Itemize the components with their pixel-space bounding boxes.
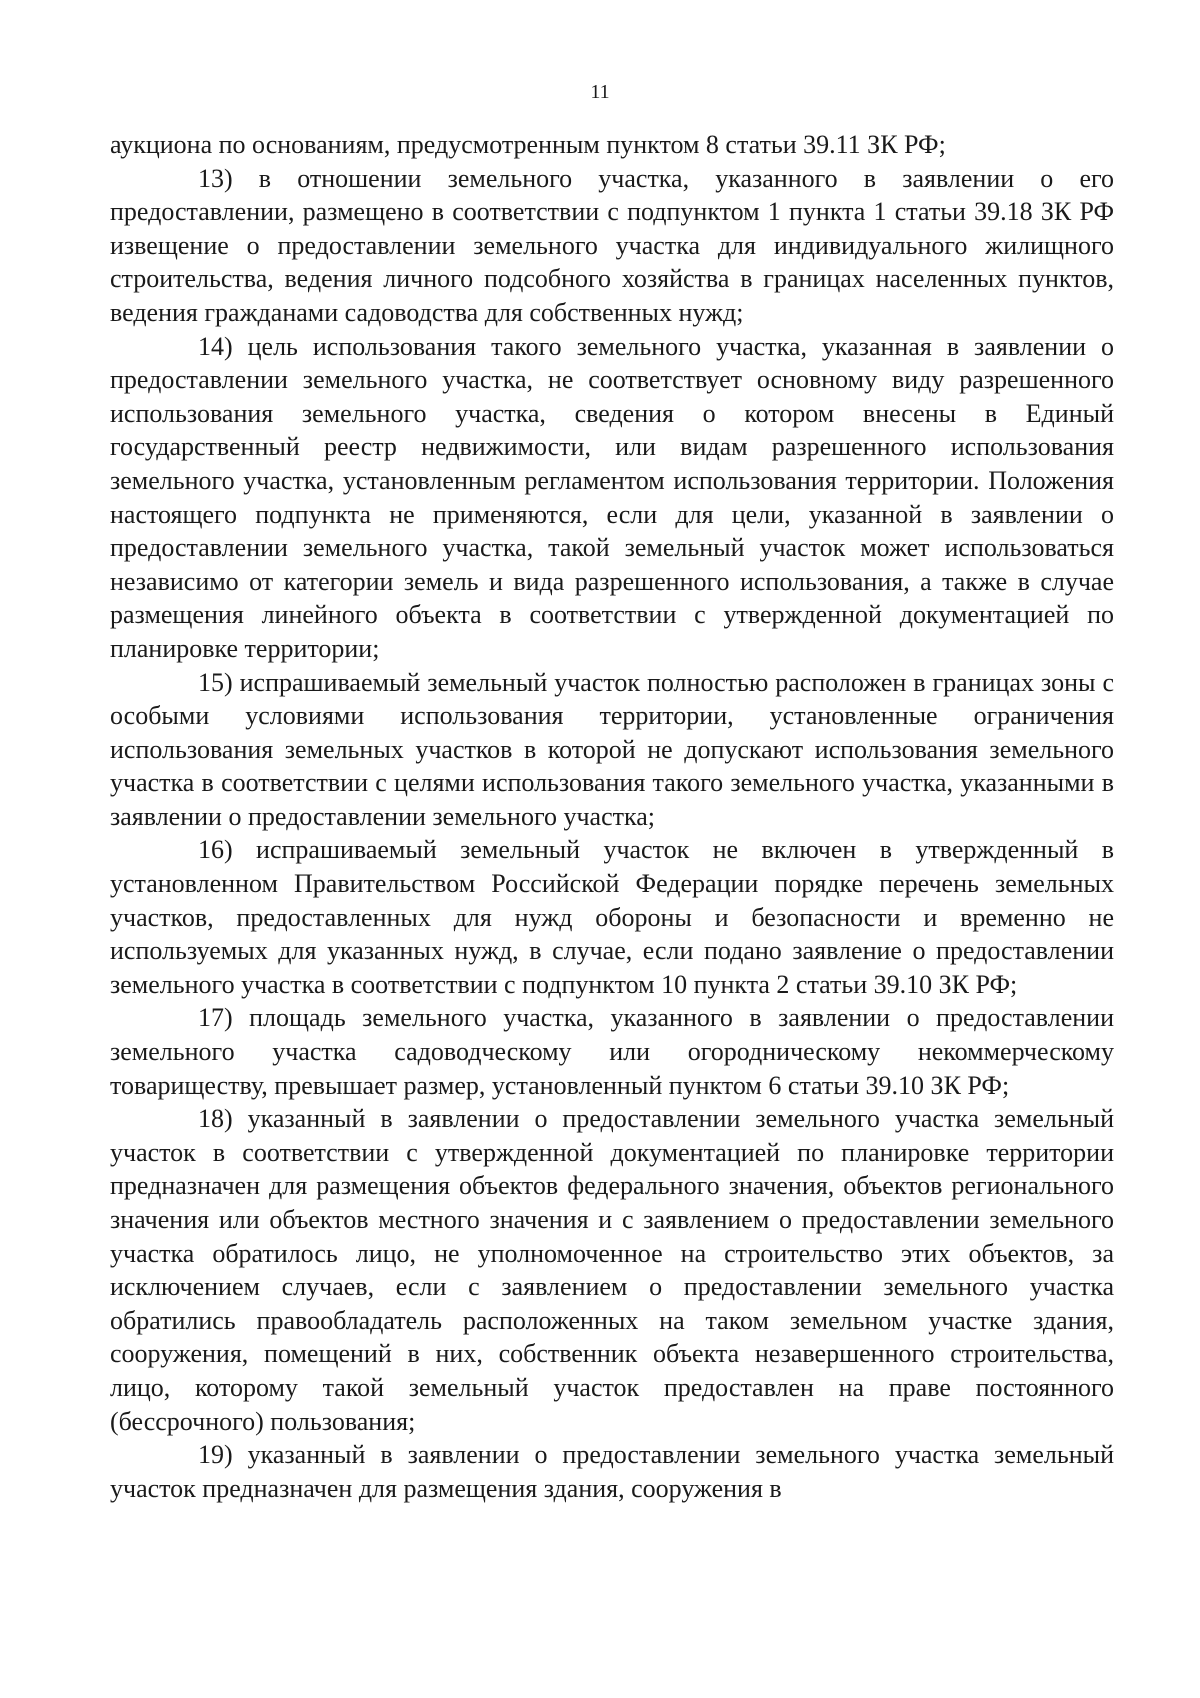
paragraph-item-15: 15) испрашиваемый земельный участок полностью расположен в границах зоны с особыми условиями использования территории, установленные ограничения использования земельных участков в которой не допускают использования земельного участка в соответствии с целями использования такого земельного участка, указанными в заявлении о предоставлении земельного участка; — [110, 667, 1114, 831]
paragraph-continuation: аукциона по основаниям, предусмотренным пунктом 8 статьи 39.11 ЗК РФ; — [110, 130, 946, 159]
paragraph-item-14: 14) цель использования такого земельного участка, указанная в заявлении о предоставлении земельного участка, не соответствует основному виду разрешенного использования земельного участка, сведения о котором внесены в Единый государственный реестр недвижимости, или видам разрешенного использования земельного участка, установленным регламентом использования территории. Положения настоящего подпункта не применяются, если для цели, указанной в заявлении о предоставлении земельного участка, такой земельный участок может использоваться независимо от категории земель и вида разрешенного использования, а также в случае размещения линейного объекта в соответствии с утвержденной документацией по планировке территории; — [110, 331, 1114, 663]
page-number: 11 — [590, 81, 610, 103]
paragraph-item-13: 13) в отношении земельного участка, указанного в заявлении о его предоставлении, размещено в соответствии с подпунктом 1 пункта 1 статьи 39.18 ЗК РФ извещение о предоставлении земельного участка для индивидуального жилищного строительства, ведения личного подсобного хозяйства в границах населенных пунктов, ведения гражданами садоводства для собственных нужд; — [110, 163, 1114, 327]
paragraph-item-19: 19) указанный в заявлении о предоставлении земельного участка земельный участок предназначен для размещения здания, сооружения в — [110, 1440, 1114, 1503]
paragraph-item-17: 17) площадь земельного участка, указанного в заявлении о предоставлении земельного участка садоводческому или огородническому некоммерческому товариществу, превышает размер, установленный пунктом 6 статьи 39.10 ЗК РФ; — [110, 1003, 1114, 1100]
paragraph-item-16: 16) испрашиваемый земельный участок не включен в утвержденный в установленном Правительством Российской Федерации порядке перечень земельных участков, предоставленных для нужд обороны и безопасности и временно не используемых для указанных нужд, в случае, если подано заявление о предоставлении земельного участка в соответствии с подпунктом 10 пункта 2 статьи 39.10 ЗК РФ; — [110, 835, 1114, 999]
paragraph-item-18: 18) указанный в заявлении о предоставлении земельного участка земельный участок в соответствии с утвержденной документацией по планировке территории предназначен для размещения объектов федерального значения, объектов регионального значения или объектов местного значения и с заявлением о предоставлении земельного участка обратилось лицо, не уполномоченное на строительство этих объектов, за исключением случаев, если с заявлением о предоставлении земельного участка обратились правообладатель расположенных на таком земельном участке здания, сооружения, помещений в них, собственник объекта незавершенного строительства, лицо, которому такой земельный участок предоставлен на праве постоянного (бессрочного) пользования; — [110, 1104, 1114, 1436]
document-body — [110, 128, 1114, 1505]
